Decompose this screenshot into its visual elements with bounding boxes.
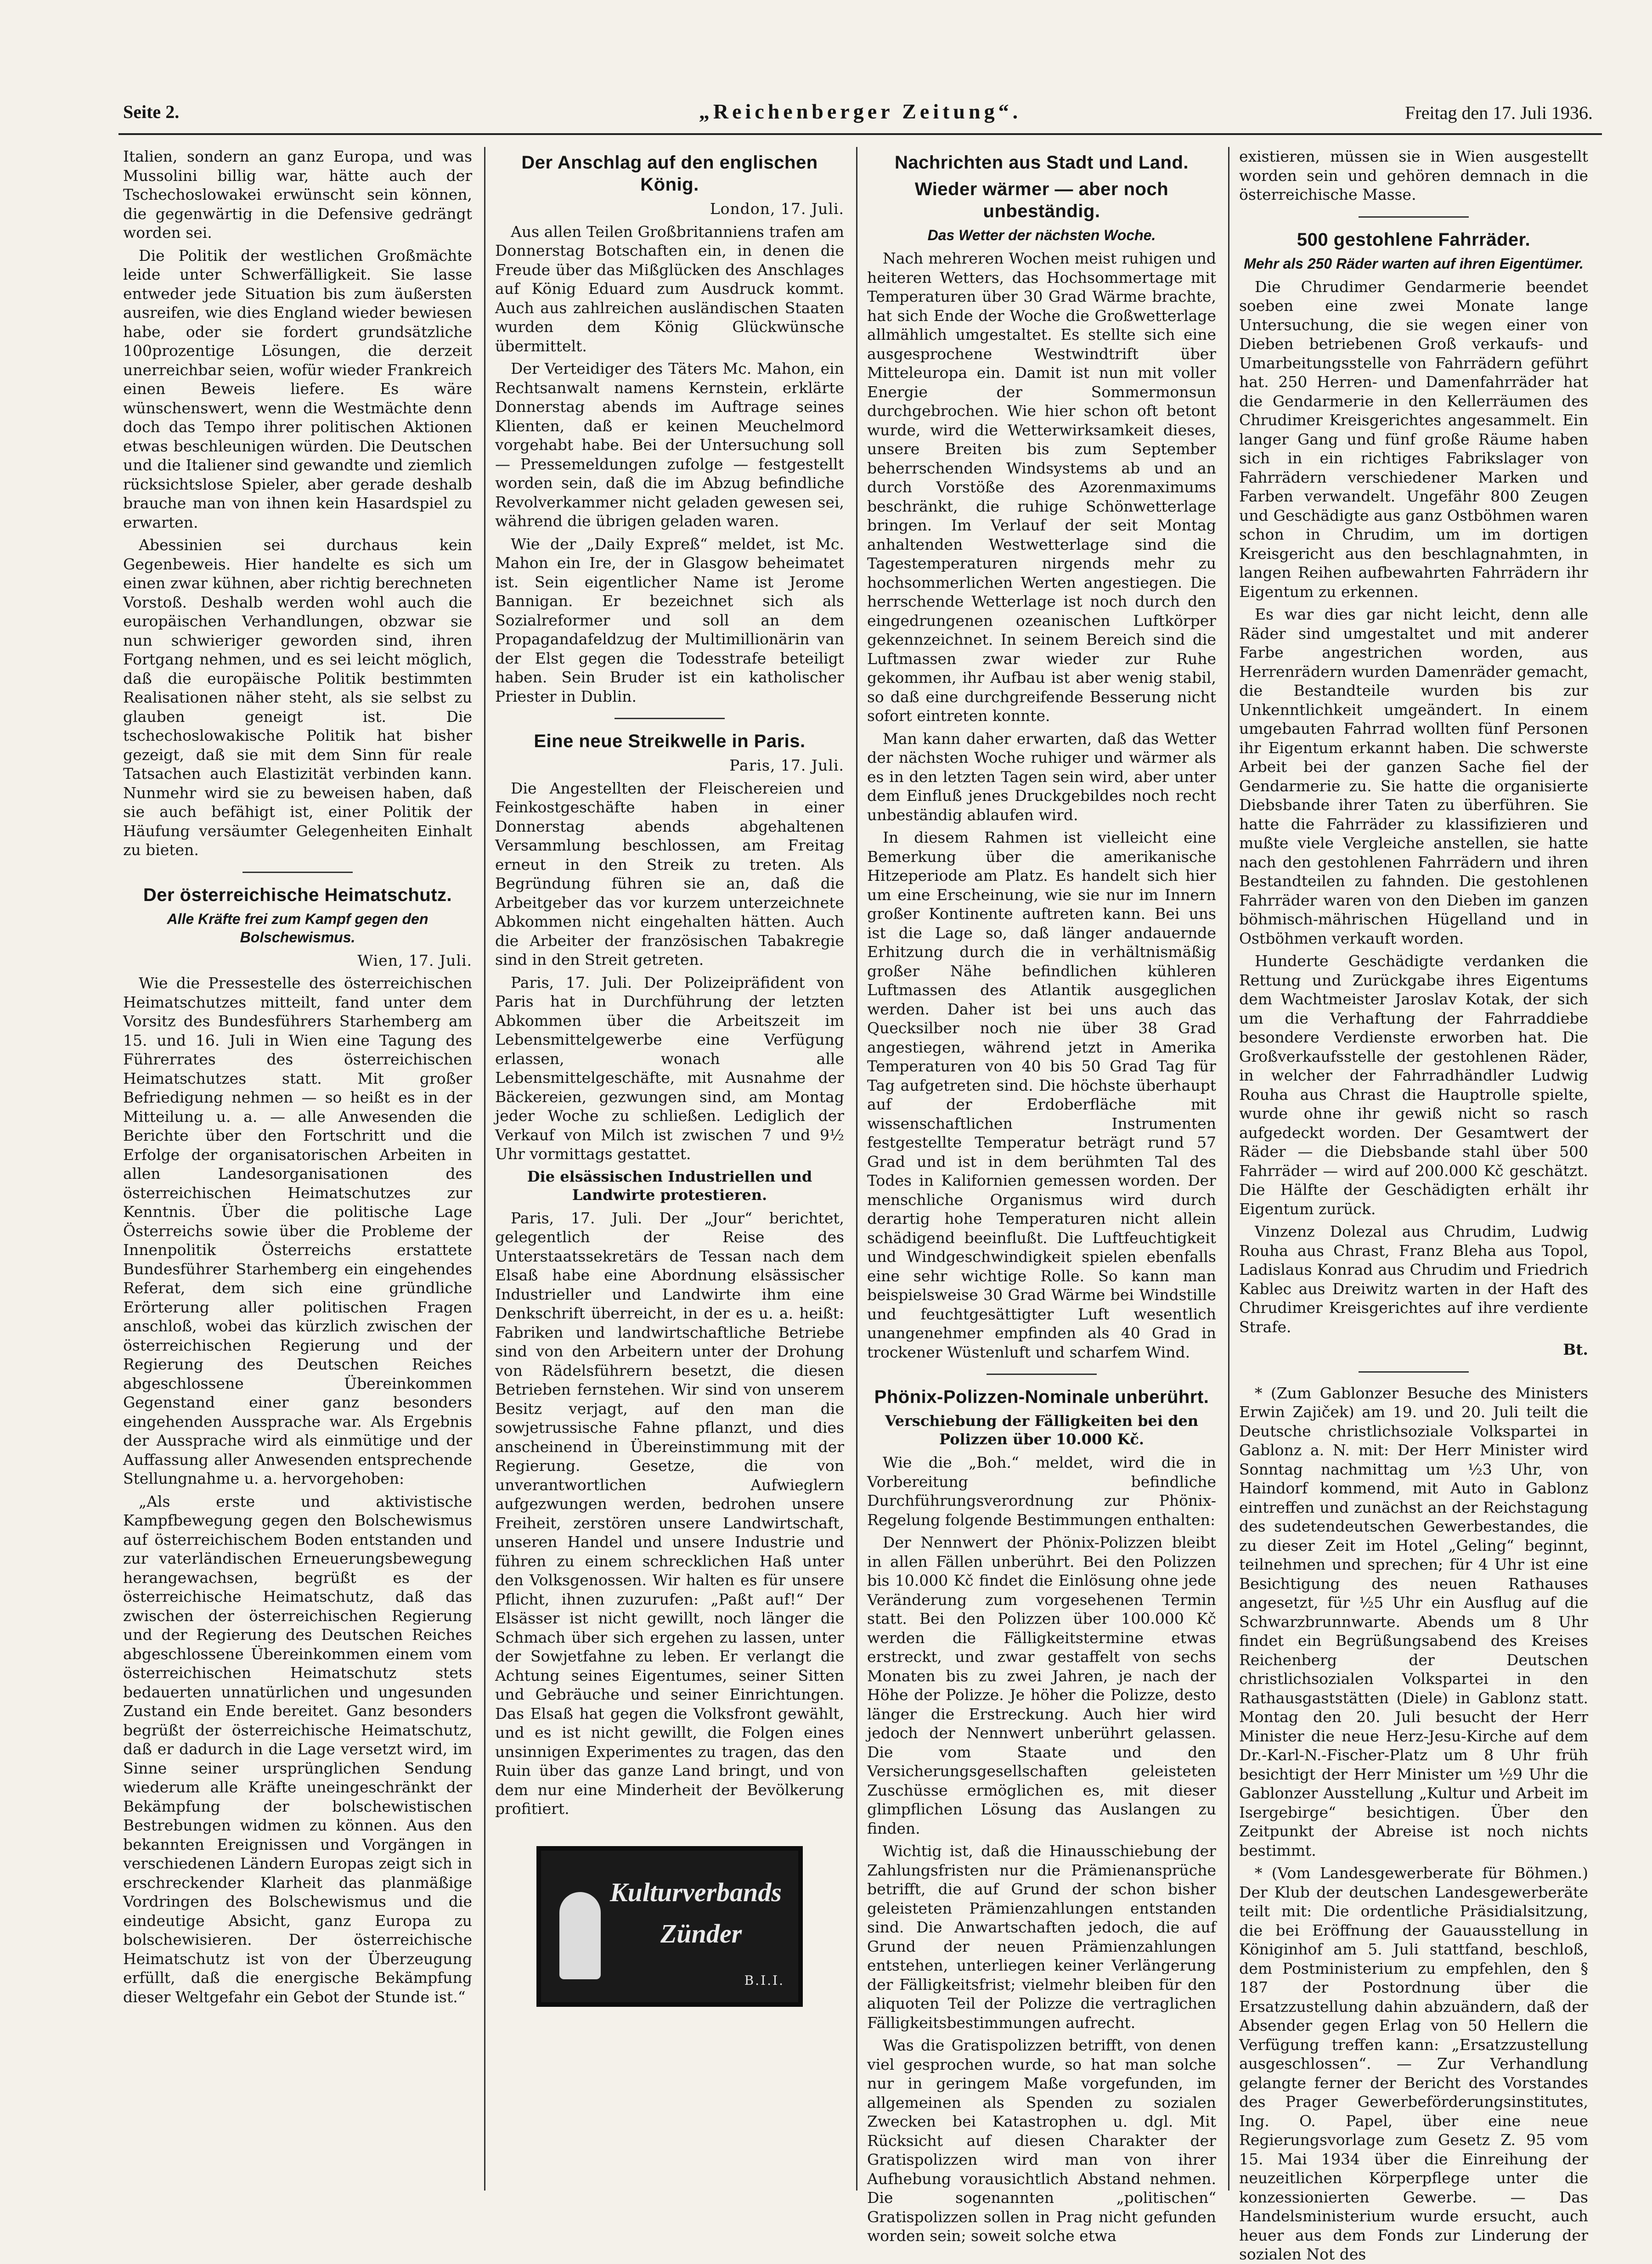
- article-paragraph: Paris, 17. Juli. Der Polizeipräfident von Paris hat in Durchführung der letzten Abkommen über die Arbeitszeit im Lebensmittelgewerbe eine Verfügung erlassen, wonach alle Lebensmittelgeschäfte, mit Ausnahme der Bäckereien, gezwungen sind, am Montag jeder Woche zu schließen. Lediglich der Verkauf von Milch ist zwischen 7 und 9½ Uhr vormittags gestattet.: [495, 973, 844, 1163]
- article-paragraph: Die Chrudimer Gendarmerie beendet soeben eine zwei Monate lange Untersuchung, die sie wegen einer von Dieben betriebenen Groß verkaufs- und Umarbeitungsstelle von Fahrrädern geführt hat. 250 Herren- und Damenfahrräder hat die Gendarmerie in den Kellerräumen des Chrudimer Kreisgerichtes angesammelt. Ein langer Gang und fünf große Räume haben sich in ein richtiges Fabrikslager von Fahrrädern verschiedener Marken und Farben verwandelt. Ungefähr 800 Zeugen und Geschädigte aus ganz Ostböhmen waren schon in Chrudim, um im dortigen Kreisgericht aus den beschlagnahmten, in langen Reihen aufbewahrten Fahrrädern ihr Eigentum zu erkennen.: [1239, 277, 1588, 601]
- advertisement-zuender: [536, 1846, 803, 2007]
- headline-heimatschutz: Der österreichische Heimatschutz.: [143, 884, 452, 905]
- masthead: [118, 96, 1602, 135]
- article-paragraph: Wichtig ist, daß die Hinausschiebung der Zahlungsfristen nur die Prämienansprüche betrifft, die auf Grund der schon bisher geleisteten Prämienzahlungen entstanden sind. Die Anwartschaften jedoch, die auf Grund der neuen Prämienzahlungen entstehen, unterliegen keiner Verlängerung der Fälligkeitsfrist; vielmehr bleiben für den aliquoten Teil der Polizze die vertraglichen Fälligkeitsbestimmungen aufrecht.: [867, 1842, 1216, 2032]
- article-paragraph: Abessinien sei durchaus kein Gegenbeweis. Hier handelte es sich um einen zwar kühnen, aber richtig berechneten Vorstoß. Deshalb werden wohl auch die europäischen Verhandlungen, obzwar sie nun schwieriger geworden sind, ihren Fortgang nehmen, und es sei leicht möglich, daß die europäische Politik bestimmten Realisationen näher steht, als sie selbst zu glauben geneigt ist. Die tschechoslowakische Politik hat bisher gezeigt, daß sie mit dem Sinn für reale Tatsachen auch Elastizität verbinden kann. Nunmehr wird sie zu beweisen haben, daß sie auch befähigt ist, einer Politik der Häufung versäumter Gelegenheiten Einhalt zu bieten.: [123, 536, 472, 859]
- newspaper-title: „Reichenberger Zeitung“.: [699, 100, 1022, 123]
- subheadline-fahrraeder: Mehr als 250 Räder warten auf ihren Eigentümer.: [1244, 255, 1584, 272]
- subheadline-wetter: Das Wetter der nächsten Woche.: [927, 227, 1156, 243]
- article-paragraph: Die Politik der westlichen Großmächte leide unter Schwerfälligkeit. Sie lasse entweder jede Situation bis zum äußersten ausreifen, wie dies England wieder bewiesen habe, oder sie fordert grundsätzliche 100prozentige Lösungen, die derzeit unerreichbar seien, wofür wieder Frankreich einen Beweis liefere. Es wäre wünschenswert, wenn die Westmächte denn doch das Tempo ihrer politischen Aktionen etwas beschleunigen würden. Die Deutschen und die Italiener sind gewandte und ziemlich rücksichtslose Spieler, aber gerade deshalb brauche man von ihnen kein Hasardspiel zu erwarten.: [123, 246, 472, 531]
- column-4: [1239, 147, 1588, 2263]
- article-paragraph: Aus allen Teilen Großbritanniens trafen am Donnerstag Botschaften ein, in denen die Freude über das Mißglücken des Anschlages auf König Eduard zum Ausdruck kommt. Auch aus zahlreichen ausländischen Staaten wurden dem König Glückwünsche übermittelt.: [495, 222, 844, 355]
- ad-line-1: Kulturverbands: [610, 1877, 782, 1907]
- column-3: [867, 147, 1216, 2245]
- article-paragraph: Der Nennwert der Phönix-Polizzen bleibt in allen Fällen unberührt. Bei den Polizzen bis 10.000 Kč findet die Einlösung ohne jede Veränderung zum vorgesehenen Termin statt. Bei den Polizzen über 100.000 Kč werden die Fälligkeitstermine etwas erstreckt, und zwar gestaffelt von sechs Monaten bis zu zwei Jahren, je nach der Höhe der Polizze. Je höher die Polizze, desto länger die Erstreckung. Auch hier wird jedoch der Nennwert unberührt gelassen. Die vom Staate und den Versicherungsgesellschaften geleisteten Zuschüsse ermöglichen es, mit dieser glimpflichen Lösung das Auslangen zu finden.: [867, 1533, 1216, 1837]
- article-separator: [1359, 1371, 1469, 1373]
- article-separator: [987, 1374, 1097, 1375]
- article-paragraph: Was die Gratispolizzen betrifft, von denen viel gesprochen wurde, so hat man solche nur in geringem Maße vorgefunden, im allgemeinen als Spenden zu sozialen Zwecken bei Katastrophen u. dgl. Mit Rücksicht auf diesen Charakter der Gratispolizzen wird man von ihrer Aufhebung vorausichtlich Abstand nehmen. Die sogenannten „politischen“ Gratispolizzen sollen in Prag nicht gefunden worden sein; soweit solche etwa: [867, 2036, 1216, 2245]
- column-rule: [484, 147, 485, 2191]
- headline-fahrraeder: 500 gestohlene Fahrräder.: [1297, 229, 1531, 250]
- article-paragraph: Wie der „Daily Expreß“ meldet, ist Mc. Mahon ein Ire, der in Glasgow beheimatet ist. Sein eigentlicher Name ist Jerome Bannigan. Er bezeichnet sich als Sozialreformer und soll an dem Propagandafeldzug der Multimillionärin van der Elst gegen die Todesstrafe beteiligt haben. Sein Bruder ist ein katholischer Priester in Dublin.: [495, 535, 844, 705]
- dateline: London, 17. Juli.: [710, 200, 844, 218]
- subheadline-elsass: Die elsässischen Industriellen und Landwirte protestieren.: [527, 1167, 812, 1204]
- article-paragraph: Paris, 17. Juli. Der „Jour“ berichtet, gelegentlich der Reise des Unterstaatssekretärs de Tessan nach dem Elsaß habe eine Abordnung elsässischer Industrieller und Landwirte ihm eine Denkschrift überreicht, in der es u. a. heißt: Fabriken und landwirtschaftliche Betriebe sind von den Arbeitern unter der Drohung von Rädelsführern besetzt, die diesen Betrieben fernstehen. Wir sind von unserem Besitz verjagt, auf den man die sowjetrussische Fahne pflanzt, und dies anscheinend in Übereinstimmung mit der Regierung. Gesetze, die von unverantwortlichen Aufwieglern aufgezwungen werden, bedrohen unsere Freiheit, zerstören unsere Landwirtschaft, unseren Handel und unsere Industrie und führen zu einem schrecklichen Haß unter den Volksgenossen. Wir halten es für unsere Pflicht, ihnen zuzurufen: „Paßt auf!“ Der Elsässer ist nicht gewillt, noch länger die Schmach über sich ergehen zu lassen, unter der Sowjetfahne zu leben. Er verlangt die Achtung seines Eigentumes, seiner Sitten und Gebräuche und seiner Einrichtungen. Das Elsaß hat gegen die Volksfront gewählt, und es ist nicht gewillt, die Folgen eines unsinnigen Experimentes zu tragen, das den Ruin über das ganze Land bringt, und von dem nur eine Minderheit der Bevölkerung profitiert.: [495, 1209, 844, 1818]
- subheadline-heimatschutz: Alle Kräfte frei zum Kampf gegen den Bolschewismus.: [167, 910, 429, 946]
- headline-wetter: Wieder wärmer — aber noch unbeständig.: [914, 179, 1169, 221]
- column-2: [495, 147, 844, 2195]
- article-separator: [242, 872, 353, 873]
- page-number: Seite 2.: [123, 101, 180, 122]
- article-paragraph: In diesem Rahmen ist vielleicht eine Bemerkung über die amerikanische Hitzeperiode am Platz. Es handelt sich hier um eine Erscheinung, wie sie nur im Innern großer Kontinente auftreten kann. Bei uns ist die Lage so, daß länger andauernde Erhitzung durch die in verhältnismäßig großer Nähe befindlichen kühleren Luftmassen des Atlantik ausgeglichen werden. Daher ist bei uns auch das Quecksilber noch nie über 38 Grad angestiegen, während jetzt in Amerika Temperaturen von 40 bis 50 Grad Tag für Tag aufgetreten sind. Die höchste überhaupt auf der Erdoberfläche mit wissenschaftlichen Instrumenten festgestellte Temperatur beträgt rund 57 Grad und ist in dem berühmten Tal des Todes in Kalifornien gemessen worden. Der menschliche Organismus wird durch derartig hohe Temperaturen nicht allein schädigend beeinflußt. Die Luftfeuchtigkeit und Windgeschwindigkeit spielen ebenfalls eine sehr wichtige Rolle. So kann man beispielsweise 30 Grad Wärme bei Windstille und feuchtgesättigter Luft wesentlich unangenehmer empfinden als 40 Grad in trockener Wüstenluft und scharfem Wind.: [867, 828, 1216, 1361]
- ad-mark: B.I.I.: [744, 1973, 784, 1988]
- headline-anschlag: Der Anschlag auf den englischen König.: [521, 152, 818, 195]
- article-paragraph: Nach mehreren Wochen meist ruhigen und heiteren Wetters, das Hochsommertage mit Temperaturen über 30 Grad Wärme brachte, hat sich Ende der Woche die Großwetterlage allmählich umgestaltet. Es stellte sich eine ausgesprochene Westwindtrift über Mitteleuropa ein. Damit ist nun mit voller Energie der Sommermonsun durchgebrochen. Wie hier schon oft betont wurde, wird die Wetterwirksamkeit dieses, unsere Breiten bis zum September beherrschenden Windsystems ab und an durch Vorstöße des Azorenmaximums beschränkt, die ruhige Schönwetterlage bringen. Im Verlauf der seit Montag anhaltenden Westwetterlage sind die Tagestemperaturen nirgends mehr zu hochsommerlichen Werten angestiegen. Die herrschende Wetterlage ist noch durch den eingedrungenen ozeanischen Luftkörper gekennzeichnet. In seinem Bereich sind die Luftmassen zwar wieder zur Ruhe gekommen, ihr Aufbau ist aber wenig stabil, so daß eine durchgreifende Besserung nicht sofort eintreten konnte.: [867, 249, 1216, 725]
- subheadline-phoenix: Verschiebung der Fälligkeiten bei den Polizzen über 10.000 Kč.: [885, 1412, 1199, 1448]
- article-paragraph: Italien, sondern an ganz Europa, und was Mussolini billig war, hätte auch der Tschechoslowakei erwünscht sein können, die gegenwärtig in die Defensive gedrängt worden sei.: [123, 147, 472, 242]
- article-paragraph: existieren, müssen sie in Wien ausgestellt worden sein und gehören demnach in die österreichische Masse.: [1239, 147, 1588, 203]
- ad-line-2: Zünder: [660, 1918, 742, 1949]
- article-separator: [615, 718, 725, 719]
- article-paragraph: „Als erste und aktivistische Kampfbewegung gegen den Bolschewismus auf österreichischem Boden entstanden und zur vaterländischen Erneuerungsbewegung herangewachsen, begrüßt es der österreichische Heimatschutz, daß das zwischen der österreichischen Regierung und der Regierung des Deutschen Reiches abgeschlossene Übereinkommen einem vom österreichischen Heimatschutz stets bedauerten unnatürlichen und ungesunden Zustand ein Ende bereitet. Ganz besonders begrüßt der österreichische Heimatschutz, daß er dadurch in die Lage versetzt wird, im Sinne seiner ursprünglichen Sendung wiederum alle Kräfte uneingeschränkt der Bekämpfung der bolschewistischen Bestrebungen widmen zu können. Aus den bekannten Ereignissen und Vorgängen in verschiedenen Ländern Europas zeigt sich in erschreckender Klarheit das planmäßige Vordringen des Bolschewismus und die eindeutige Absicht, ganz Europa zu bolschewisieren. Der österreichische Heimatschutz ist von der Überzeugung erfüllt, daß die energische Bekämpfung dieser Weltgefahr ein Gebot der Stunde ist.“: [123, 1492, 472, 2006]
- column-rule: [856, 147, 857, 2191]
- article-paragraph: Man kann daher erwarten, daß das Wetter der nächsten Woche ruhiger und wärmer als es in den letzten Tagen sein wird, aber unter dem Einfluß jenes Druckgebildes noch recht unbeständig ablaufen wird.: [867, 729, 1216, 824]
- article-paragraph: Wie die „Boh.“ meldet, wird die in Vorbereitung befindliche Durchführungsverordnung zur Phönix-Regelung folgende Bestimmungen enthalten:: [867, 1453, 1216, 1529]
- newspaper-page: [118, 96, 1602, 2263]
- author-signature: Bt.: [1563, 1340, 1588, 1358]
- article-paragraph: Vinzenz Dolezal aus Chrudim, Ludwig Rouha aus Chrast, Franz Bleha aus Topol, Ladislaus Konrad aus Chrudim und Friedrich Kablec aus Dreiwitz warten in der Haft des Chrudimer Kreisgerichtes auf ihre verdiente Strafe.: [1239, 1222, 1588, 1336]
- article-paragraph: Wie die Pressestelle des österreichischen Heimatschutzes mitteilt, fand unter dem Vorsitz des Bundesführers Starhemberg am 15. und 16. Juli in Wien eine Tagung des Führerrates des österreichischen Heimatschutzes statt. Mit großer Befriedigung nehmen — so heißt es in der Mitteilung u. a. — alle Anwesenden die Berichte über den Fortschritt und die Erfolge der organisatorischen Arbeiten in allen Landesorganisationen des österreichischen Heimatschutzes zur Kenntnis. Über die politische Lage Österreichs sowie über die Probleme der Innenpolitik Österreichs erstattete Bundesführer Starhemberg ein eingehendes Referat, dem sich eine gründliche Erörterung aller politischen Fragen anschloß, wobei das kürzlich zwischen der österreichischen Regierung und der Regierung des Deutschen Reiches abgeschlossene Übereinkommen Gegenstand einer ganz besonders eingehenden Aussprache war. Als Ergebnis der Aussprache wird als einmütige und der Auffassung aller Anwesenden entsprechende Stellungnahme u. a. hervorgehoben:: [123, 974, 472, 1487]
- issue-date: Freitag den 17. Juli 1936.: [1405, 102, 1593, 123]
- article-paragraph: Die Angestellten der Fleischereien und Feinkostgeschäfte haben in einer Donnerstag abends abgehaltenen Versammlung beschlossen, am Freitag erneut in den Streik zu treten. Als Begründung führen sie an, daß die Arbeitgeber das vor kurzem unterzeichnete Abkommen nicht eingehalten hätten. Auch die Arbeiter der französischen Tabakregie sind in den Streit getreten.: [495, 779, 844, 969]
- headline-streikwelle: Eine neue Streikwelle in Paris.: [534, 731, 806, 751]
- article-paragraph: Der Verteidiger des Täters Mc. Mahon, ein Rechtsanwalt namens Kernstein, erklärte Donnerstag abends im Auftrage seines Klienten, daß er keinen Meuchelmord vorgehabt habe. Bei der Untersuchung soll — Pressemeldungen zufolge — festgestellt worden sein, daß die im Abzug befindliche Revolverkammer nicht geladen gewesen sei, während die übrigen geladen waren.: [495, 360, 844, 530]
- dateline: Paris, 17. Juli.: [729, 756, 844, 774]
- article-separator: [1359, 216, 1469, 218]
- column-rule: [1228, 147, 1229, 2191]
- section-heading-nachrichten: Nachrichten aus Stadt und Land.: [894, 152, 1189, 173]
- article-paragraph: * (Zum Gablonzer Besuche des Ministers Erwin Zajiček) am 19. und 20. Juli teilt die Deutsche christlichsoziale Volkspartei in Gablonz a. N. mit: Der Herr Minister wird Sonntag nachmittag um ½3 Uhr, von Haindorf kommend, mit Auto in Gablonz eintreffen und zunächst an der Reichstagung des sudetendeutschen Gewerbestandes, die zu dieser Zeit im Hotel „Geling“ beginnt, teilnehmen und sprechen; für 4 Uhr ist eine Besichtigung des neuen Rathauses angesetzt, für ½5 Uhr ein Ausflug auf die Schwarzbrunnwarte. Abends um 8 Uhr findet ein Begrüßungsabend des Kreises Reichenberg der Deutschen christlichsozialen Volkspartei in den Rathausgaststätten (Diele) in Gablonz statt. Montag den 20. Juli besucht der Herr Minister die neue Herz-Jesu-Kirche auf dem Dr.-Karl-N.-Fischer-Platz um 8 Uhr früh besichtigt der Herr Minister um ½9 Uhr die Gablonzer Ausstellung „Kultur und Arbeit im Isergebirge“ besichtigen. Über den Zeitpunkt der Abreise ist noch nichts bestimmt.: [1239, 1384, 1588, 1859]
- article-paragraph: * (Vom Landesgewerberate für Böhmen.) Der Klub der deutschen Landesgewerberäte teilt mit: Die ordentliche Präsidialsitzung, die bei Eröffnung der Gauausstellung in Königinhof am 5. Juli stattfand, beschloß, dem Postministerium zu empfehlen, den § 187 der Postordnung über die Ersatzzustellung dahin abzuändern, daß der Absender gegen Erlag von 50 Hellern die Verfügung treffen kann: „Ersatzzustellung ausgeschlossen“. — Zur Verhandlung gelangte ferner der Bericht des Vorstandes des Prager Gewerbeförderungsinstitutes, Ing. O. Papel, über eine neue Regierungsvorlage zum Gesetz Z. 95 vom 15. Mai 1934 über die Einreihung der neuzeitlichen Körperpflege unter die konzessionierten Gewerbe. — Das Handelsministerium wurde ersucht, auch heuer aus dem Fonds zur Linderung der sozialen Not des: [1239, 1864, 1588, 2263]
- column-1: [123, 147, 472, 2195]
- ad-figure-icon: [559, 1892, 601, 1979]
- dateline: Wien, 17. Juli.: [357, 951, 472, 969]
- headline-phoenix: Phönix-Polizzen-Nominale unberührt.: [874, 1387, 1209, 1407]
- article-paragraph: Es war dies gar nicht leicht, denn alle Räder sind umgestaltet und mit anderer Farbe angestrichen worden, aus Herrenrädern wurden Damenräder gemacht, die Bestandteile wurden bis zur Unkenntlichkeit umgeändert. In einem umgebauten Fahrrad wollten fünf Personen ihr Eigentum erkannt haben. Die schwerste Arbeit bei der ganzen Sache fiel der Gendarmerie zu. Sie hatte die organisierte Diebsbande ihrer Taten zu überführen. Sie hatte die Fahrräder zu klassifizieren und mußte viele Vergleiche anstellen, sie hatte nach den gestohlenen Fahrrädern und ihren Bestandteilen zu fahnden. Die gestohlenen Fahrräder waren von den Dieben im ganzen böhmisch-mährischen Hügelland und in Ostböhmen verkauft worden.: [1239, 605, 1588, 947]
- article-paragraph: Hunderte Geschädigte verdanken die Rettung und Zurückgabe ihres Eigentums dem Wachtmeister Jaroslav Kotak, der sich um die Verhaftung der Fahrraddiebe besondere Verdienste erworben hat. Die Großverkaufsstelle der gestohlenen Räder, in welcher der Fahrradhändler Ludwig Rouha aus Chrast die Hauptrolle spielte, wurde ohne ihr gewiß nicht so rasch aufgedeckt worden. Der Gesamtwert der Räder — die Diebsbande stahl über 500 Fahrräder — wird auf 200.000 Kč geschätzt. Die Hälfte der Geschädigten erhält ihr Eigentum zurück.: [1239, 952, 1588, 1218]
